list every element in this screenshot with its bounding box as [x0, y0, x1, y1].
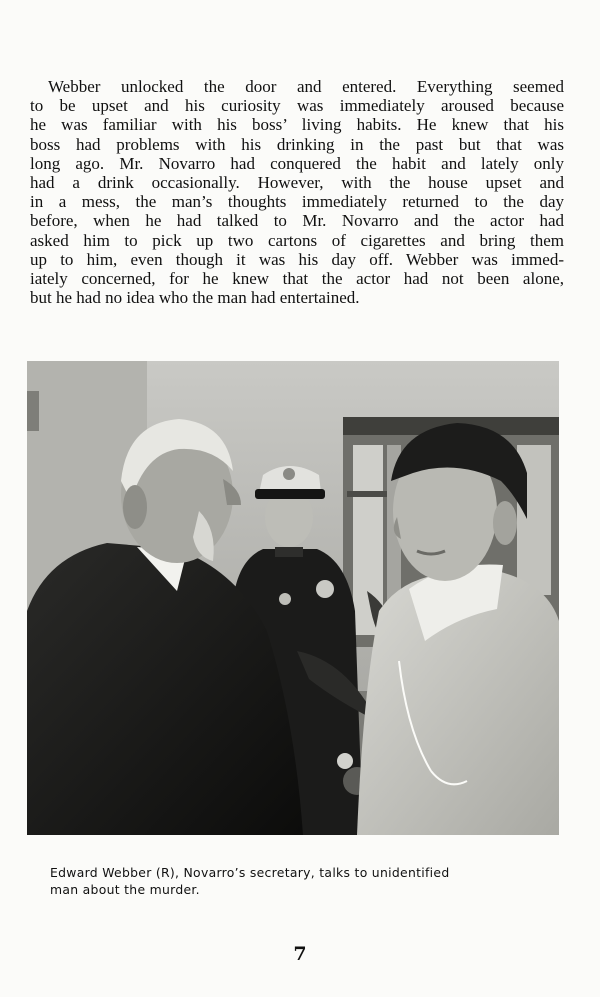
- paragraph-line: long ago. Mr. Novarro had conquered the habit and lately only: [30, 153, 564, 173]
- paragraph-line: had a drink occasionally. However, with the house upset and: [30, 173, 564, 193]
- photo-illustration: [27, 361, 559, 835]
- caption-line: Edward Webber (R), Novarro’s secretary, talks to unidentified: [50, 865, 450, 880]
- paragraph-line: up to him, even though it was his day off. Webber was immed-: [30, 249, 564, 269]
- paragraph-line: Webber unlocked the door and entered. Everything seemed: [48, 77, 564, 96]
- page-number: 7: [293, 943, 307, 965]
- paragraph-line: to be upset and his curiosity was immediately aroused because: [30, 96, 564, 116]
- paragraph-line: but he had no idea who the man had entertained.: [30, 288, 360, 308]
- paragraph-line: in a mess, the man’s thoughts immediately returned to the day: [30, 192, 564, 212]
- caption-line: man about the murder.: [50, 882, 200, 897]
- paragraph-line: boss had problems with his drinking in the past but that was: [30, 134, 564, 154]
- paragraph-line: iately concerned, for he knew that the actor had not been alone,: [30, 269, 564, 289]
- paragraph-line: he was familiar with his boss’ living habits. He knew that his: [30, 115, 564, 135]
- photo-caption: [50, 864, 550, 898]
- article-paragraph: [30, 77, 564, 307]
- paragraph-line: asked him to pick up two cartons of cigarettes and bring them: [30, 230, 564, 250]
- news-photo: [27, 361, 559, 835]
- paragraph-line: before, when he had talked to Mr. Novarro and the actor had: [30, 211, 564, 231]
